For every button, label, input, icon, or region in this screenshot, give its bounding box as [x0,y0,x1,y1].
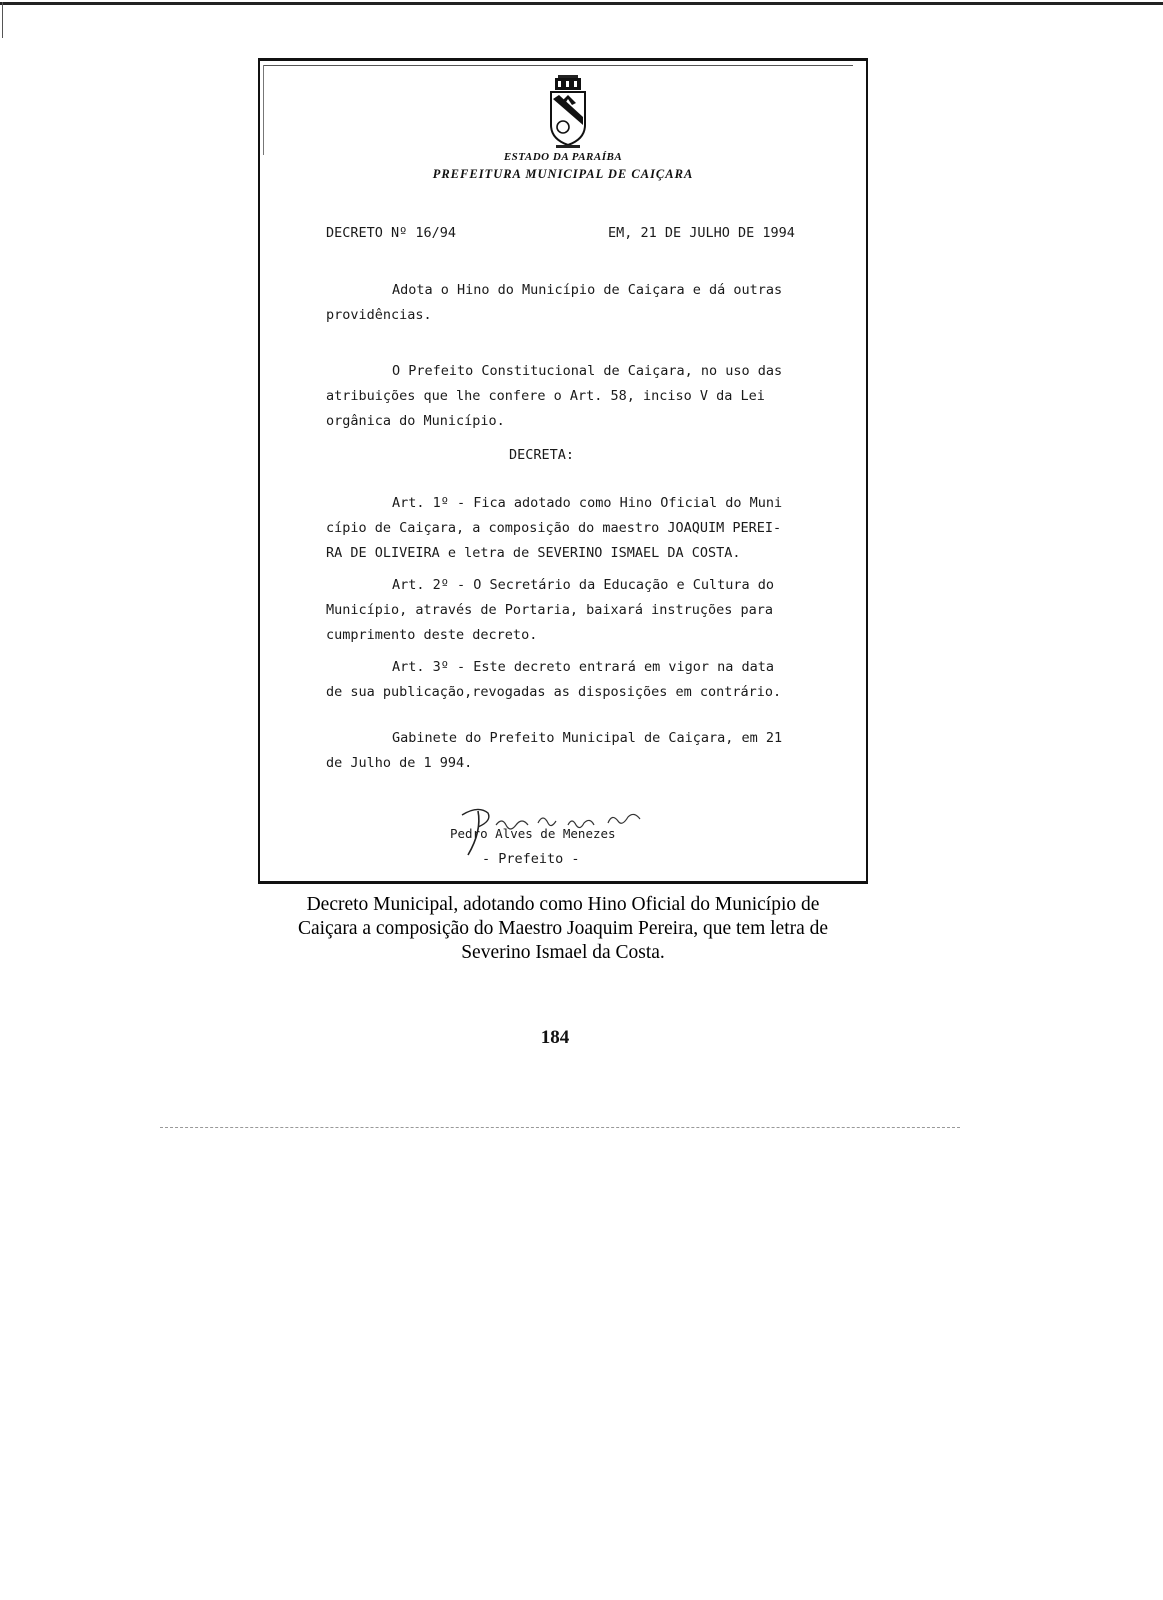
art2-line-1: Art. 2º - O Secretário da Educação e Cultura do [392,577,775,593]
art3-line-2: de sua publicação,revogadas as disposições em contrário. [326,684,782,700]
header-prefecture: PREFEITURA MUNICIPAL DE CAIÇARA [432,167,694,181]
art3-line-1: Art. 3º - Este decreto entrará em vigor na data [392,659,775,675]
caption-line-1: Decreto Municipal, adotando como Hino Oficial do Município de [306,894,820,915]
preamble-line-2: atribuições que lhe confere o Art. 58, inciso V da Lei [326,388,765,404]
art2-line-3: cumprimento deste decreto. [326,627,538,643]
frame-inner-left-line [263,65,264,155]
header-state: ESTADO DA PARAÍBA [503,151,623,163]
decree-date: EM, 21 DE JULHO DE 1994 [608,225,795,241]
closing-line-1: Gabinete do Prefeito Municipal de Caiçara, em 21 [392,730,783,746]
preamble-line-3: orgânica do Município. [326,413,505,429]
closing-line-2: de Julho de 1 994. [326,755,473,771]
left-page-rule [2,2,3,38]
decree-number: DECRETO Nº 16/94 [326,225,457,241]
caption-line-3: Severino Ismael da Costa. [461,942,665,963]
summary-line-2: providências. [326,307,432,323]
top-page-rule [0,2,1163,5]
frame-inner-line [263,65,853,66]
figure-caption [258,893,868,965]
preamble-line-1: O Prefeito Constitucional de Caiçara, no uso das [392,363,783,379]
page-number: 184 [540,1027,570,1048]
bottom-page-rule [160,1127,960,1128]
signatory-name: Pedro Alves de Menezes [450,826,616,841]
art2-line-2: Município, através de Portaria, baixará instruções para [326,602,774,618]
decree-document-frame [258,58,868,884]
municipal-crest-icon [546,73,590,151]
art1-line-2: cípio de Caiçara, a composição do maestro JOAQUIM PEREI- [326,520,782,536]
summary-line-1: Adota o Hino do Município de Caiçara e dá outras [392,282,783,298]
caption-line-2: Caiçara a composição do Maestro Joaquim Pereira, que tem letra de [297,918,829,939]
art1-line-3: RA DE OLIVEIRA e letra de SEVERINO ISMAEL DA COSTA. [326,545,741,561]
decreta-heading: DECRETA: [509,447,575,463]
art1-line-1: Art. 1º - Fica adotado como Hino Oficial do Muni [392,495,783,511]
signatory-title: - Prefeito - [482,851,580,867]
